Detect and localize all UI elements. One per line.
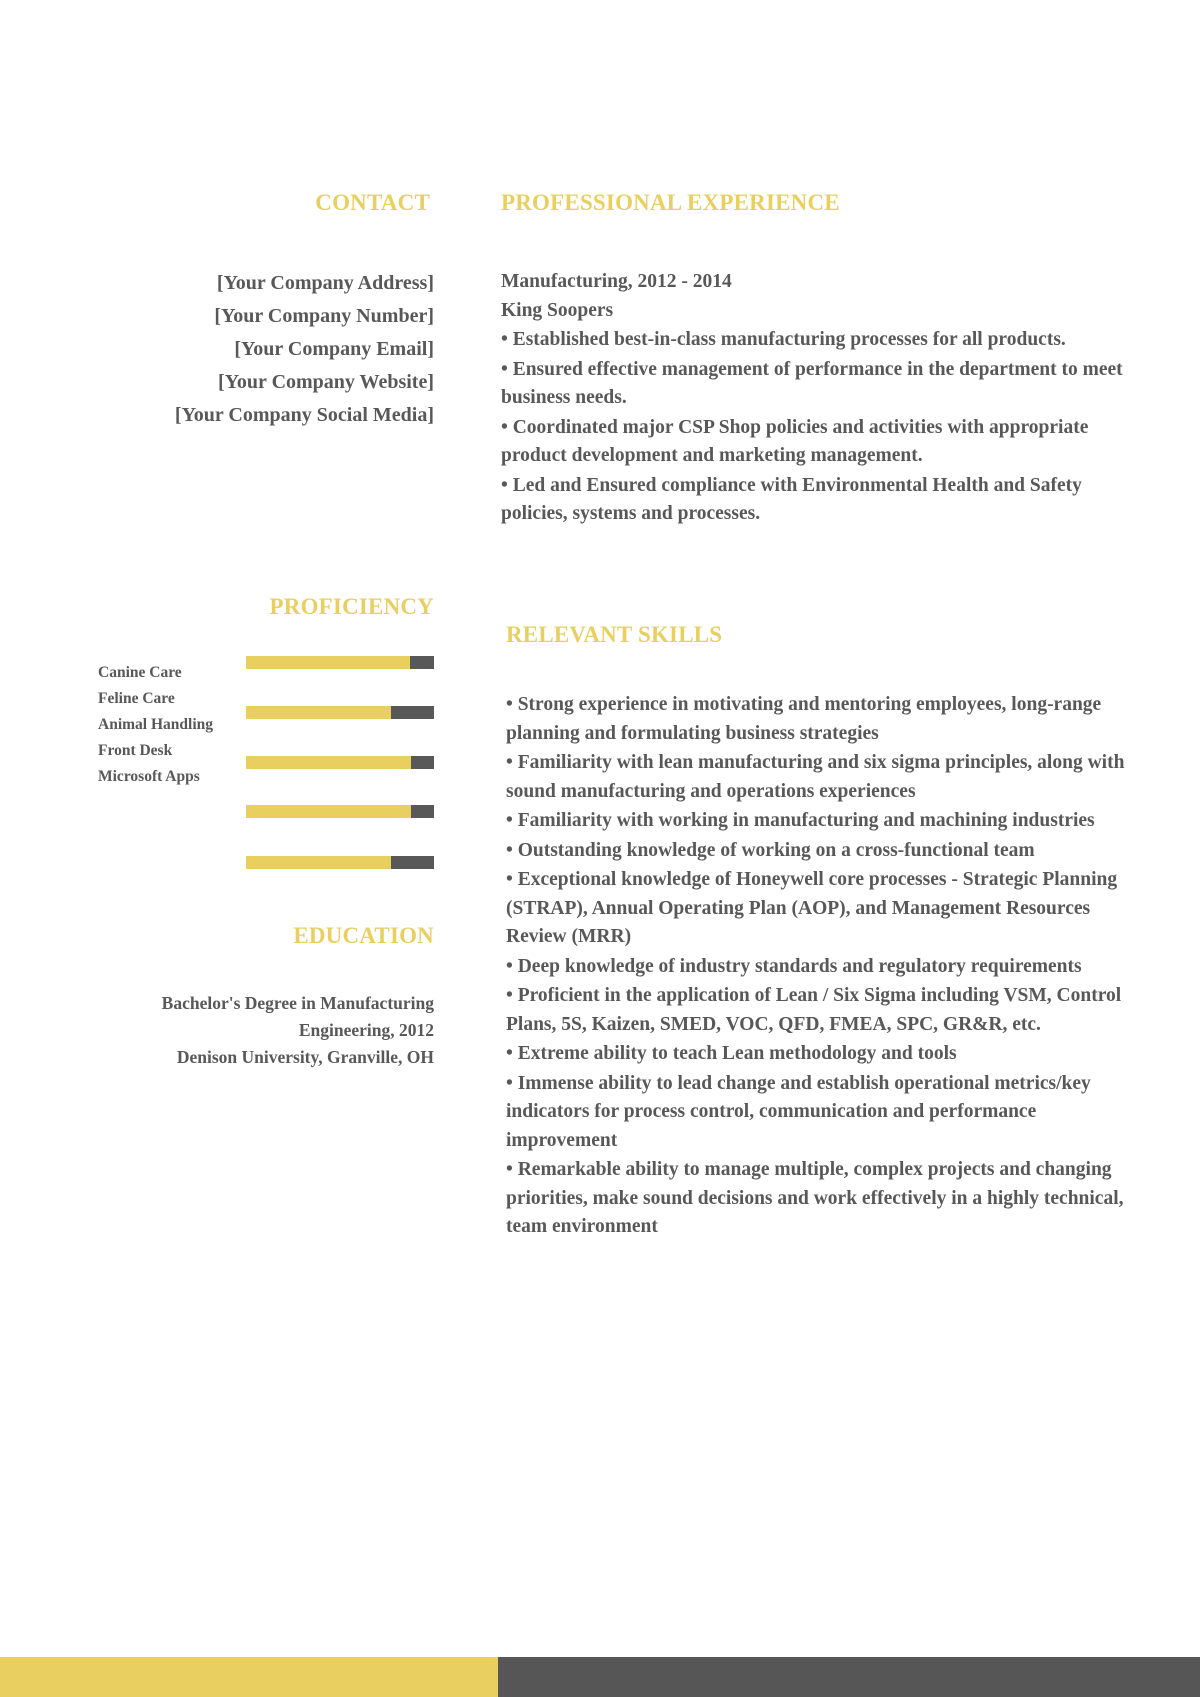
proficiency-heading: PROFICIENCY bbox=[269, 594, 434, 619]
proficiency-bar-fill bbox=[246, 756, 411, 769]
experience-bullet: • Established best-in-class manufacturing processes for all products. bbox=[501, 329, 1066, 350]
proficiency-bar-fill bbox=[246, 656, 410, 669]
skill-item: • Proficient in the application of Lean / Six Sigma including VSM, Control Plans, 5S, Kaizen, SMED, VOC, QFD, FMEA, SPC, GR&R, etc. bbox=[506, 985, 1122, 1035]
experience-heading: PROFESSIONAL EXPERIENCE bbox=[501, 190, 840, 215]
proficiency-bar-fill bbox=[246, 706, 391, 719]
experience-bullet: • Coordinated major CSP Shop policies and activities with appropriate product development and marketing management. bbox=[501, 416, 1089, 466]
contact-social-media: [Your Company Social Media] bbox=[174, 404, 434, 426]
skill-item: • Strong experience in motivating and mentoring employees, long-range planning and formulating business strategies bbox=[506, 694, 1102, 744]
skill-item: • Remarkable ability to manage multiple, complex projects and changing priorities, make sound decisions and work effectively in a highly technical, team environment bbox=[506, 1159, 1124, 1237]
skill-item: • Extreme ability to teach Lean methodology and tools bbox=[506, 1043, 957, 1064]
proficiency-label: Front Desk bbox=[98, 742, 173, 759]
proficiency-label: Animal Handling bbox=[98, 716, 213, 733]
skill-item: • Familiarity with working in manufacturing and machining industries bbox=[506, 810, 1095, 831]
contact-address: [Your Company Address] bbox=[216, 272, 434, 294]
experience-bullet: • Led and Ensured compliance with Environmental Health and Safety policies, systems and processes. bbox=[501, 474, 1082, 524]
proficiency-labels bbox=[98, 660, 213, 790]
proficiency-bar-front-desk bbox=[246, 805, 434, 818]
education-school: Denison University, Granville, OH bbox=[176, 1047, 434, 1067]
proficiency-bar-feline-care bbox=[246, 706, 434, 719]
skill-item: • Deep knowledge of industry standards and regulatory requirements bbox=[506, 955, 1082, 977]
skill-item: • Familiarity with lean manufacturing and six sigma principles, along with sound manufacturing and operations experiences bbox=[506, 752, 1125, 802]
contact-website: [Your Company Website] bbox=[218, 371, 434, 393]
proficiency-label: Canine Care bbox=[98, 664, 182, 681]
skills-heading: RELEVANT SKILLS bbox=[506, 622, 723, 647]
skill-item: • Outstanding knowledge of working on a cross-functional team bbox=[506, 839, 1035, 861]
contact-heading: CONTACT bbox=[315, 190, 430, 215]
proficiency-label: Feline Care bbox=[98, 690, 175, 707]
footer-band-accent bbox=[0, 1657, 498, 1697]
contact-list bbox=[100, 267, 434, 432]
education-heading: EDUCATION bbox=[293, 923, 434, 948]
contact-email: [Your Company Email] bbox=[234, 338, 434, 360]
experience-entry bbox=[501, 268, 1141, 529]
proficiency-bar-canine-care bbox=[246, 656, 434, 669]
skill-item: • Exceptional knowledge of Honeywell core processes - Strategic Planning (STRAP), Annual Operating Plan (AOP), and Management Resources Review (MRR) bbox=[506, 869, 1118, 947]
footer-band-dark bbox=[498, 1657, 1200, 1697]
proficiency-bar-microsoft-apps bbox=[246, 856, 434, 869]
proficiency-bar-fill bbox=[246, 856, 391, 869]
skills-list bbox=[506, 691, 1146, 1243]
proficiency-label: Microsoft Apps bbox=[98, 768, 200, 785]
education-degree-line1: Bachelor's Degree in Manufacturing bbox=[161, 993, 434, 1013]
experience-bullet: • Ensured effective management of performance in the department to meet business needs. bbox=[501, 358, 1123, 408]
experience-company: King Soopers bbox=[501, 299, 614, 321]
education-entry bbox=[100, 990, 434, 1071]
proficiency-bar-animal-handling bbox=[246, 756, 434, 769]
contact-number: [Your Company Number] bbox=[214, 305, 434, 327]
skill-item: • Immense ability to lead change and establish operational metrics/key indicators for process control, communication and performance improvement bbox=[506, 1072, 1091, 1151]
experience-role: Manufacturing, 2012 - 2014 bbox=[501, 271, 732, 292]
proficiency-bar-fill bbox=[246, 805, 411, 818]
education-degree-line2: Engineering, 2012 bbox=[298, 1020, 434, 1040]
